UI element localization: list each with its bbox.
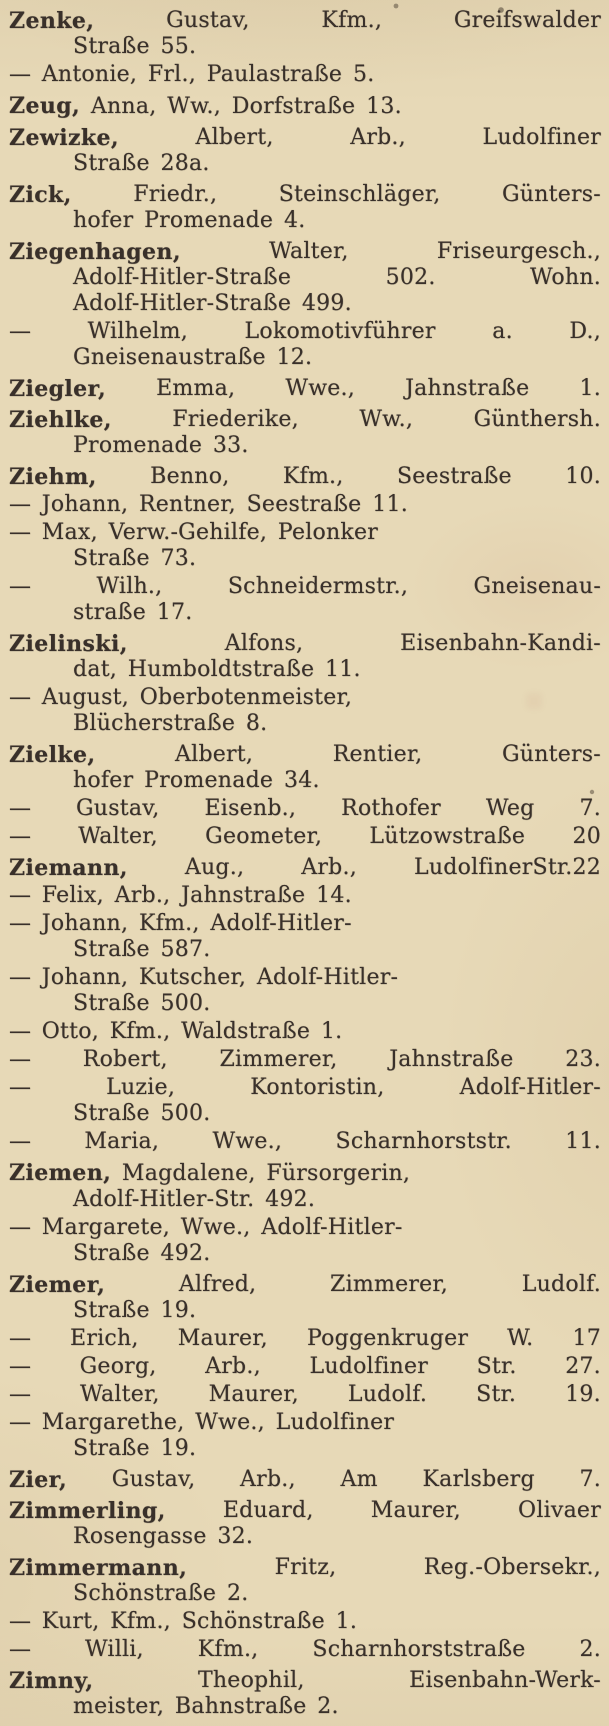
entry-line: Adolf-Hitler-Straße 499. (73, 291, 352, 316)
directory-entry (9, 62, 601, 88)
entry-line: Zimmerling, Eduard, Maurer, Olivaer (9, 1498, 601, 1524)
entry-line: Ziegler, Emma, Wwe., Jahnstraße 1. (9, 376, 601, 402)
entry-line: Adolf-Hitler-Str. 492. (73, 1187, 316, 1212)
entry-surname: Zier, (9, 1467, 68, 1493)
entry-dash-marker: — (9, 911, 31, 936)
entry-surname: Zick, (9, 182, 72, 208)
directory-entry (9, 1047, 601, 1073)
entry-line: Straße 55. (73, 34, 197, 59)
entry-line: Schönstraße 2. (73, 1581, 249, 1606)
entry-surname: Zielke, (9, 742, 96, 768)
entry-line: — Otto, Kfm., Waldstraße 1. (9, 1019, 343, 1044)
entry-line: — Erich, Maurer, Poggenkruger W. 17 (9, 1326, 601, 1351)
entry-line: Ziemann, Aug., Arb., LudolfinerStr.22 (9, 855, 601, 881)
entry-surname: Zenke, (9, 8, 95, 34)
directory-entry (9, 911, 601, 963)
entry-line: — Margarete, Wwe., Adolf-Hitler- (9, 1215, 403, 1240)
entry-line: Straße 500. (73, 1101, 211, 1126)
entry-dash-marker: — (9, 685, 31, 710)
directory-entry (9, 319, 601, 371)
directory-entry (9, 239, 601, 317)
directory-entry (9, 1019, 601, 1045)
ink-specks (0, 0, 2, 2)
entry-line: Straße 19. (73, 1298, 197, 1323)
entry-dash-marker: — (9, 1215, 31, 1240)
entry-line: Rosengasse 32. (73, 1524, 254, 1549)
directory-entry (9, 182, 601, 234)
entry-line: Zimny, Theophil, Eisenbahn-Werk- (9, 1668, 601, 1694)
entry-dash-marker: — (9, 1637, 31, 1662)
entry-line: Straße 587. (73, 937, 211, 962)
directory-entry (9, 520, 601, 572)
entry-line: Straße 492. (73, 1241, 211, 1266)
entry-dash-marker: — (9, 319, 31, 344)
entry-line: Ziegenhagen, Walter, Friseurgesch., (9, 239, 601, 265)
entry-line: — Felix, Arb., Jahnstraße 14. (9, 883, 352, 908)
entry-line: — Gustav, Eisenb., Rothofer Weg 7. (9, 796, 601, 821)
entry-surname: Ziemer, (9, 1272, 106, 1298)
entry-line: Straße 500. (73, 991, 211, 1016)
directory-entry (9, 742, 601, 794)
entry-line: — Wilh., Schneidermstr., Gneisenau- (9, 574, 601, 599)
entry-line: — Max, Verw.-Gehilfe, Pelonker (9, 520, 379, 545)
entry-dash-marker: — (9, 1609, 31, 1634)
entry-surname: Ziegenhagen, (9, 239, 181, 265)
entry-surname: Zeug, (9, 93, 81, 119)
directory-entries (9, 8, 601, 1720)
directory-entry (9, 855, 601, 881)
entry-dash-marker: — (9, 824, 31, 849)
entry-dash-marker: — (9, 1019, 31, 1044)
entry-line: — Georg, Arb., Ludolfiner Str. 27. (9, 1354, 601, 1379)
entry-line: Zewizke, Albert, Arb., Ludolfiner (9, 125, 601, 151)
entry-dash-marker: — (9, 492, 31, 517)
entry-line: — Luzie, Kontoristin, Adolf-Hitler- (9, 1075, 601, 1100)
entry-line: Blücherstraße 8. (73, 711, 268, 736)
entry-surname: Zimny, (9, 1668, 94, 1694)
directory-entry (9, 796, 601, 822)
entry-line: Adolf-Hitler-Straße 502. Wohn. (73, 265, 601, 290)
directory-entry (9, 883, 601, 909)
entry-dash-marker: — (9, 883, 31, 908)
directory-entry (9, 1354, 601, 1380)
entry-line: Ziehm, Benno, Kfm., Seestraße 10. (9, 464, 601, 490)
directory-entry (9, 965, 601, 1017)
entry-line: Promenade 33. (73, 433, 249, 458)
directory-entry (9, 1129, 601, 1155)
entry-line: Zenke, Gustav, Kfm., Greifswalder (9, 8, 601, 34)
directory-entry (9, 1272, 601, 1324)
directory-entry (9, 492, 601, 518)
entry-line: Ziemer, Alfred, Zimmerer, Ludolf. (9, 1272, 601, 1298)
entry-surname: Zielinski, (9, 631, 128, 657)
entry-line: hofer Promenade 4. (73, 208, 306, 233)
entry-dash-marker: — (9, 1382, 31, 1407)
entry-line: Gneisenaustraße 12. (73, 345, 313, 370)
directory-entry (9, 1637, 601, 1663)
entry-surname: Ziemann, (9, 855, 128, 881)
entry-line: Straße 73. (73, 546, 197, 571)
entry-surname: Zewizke, (9, 125, 119, 151)
directory-entry (9, 824, 601, 850)
entry-dash-marker: — (9, 1410, 31, 1435)
entry-line: — Walter, Maurer, Ludolf. Str. 19. (9, 1382, 601, 1407)
entry-line: — Wilhelm, Lokomotivführer a. D., (9, 319, 601, 344)
directory-entry (9, 1160, 601, 1213)
entry-line: meister, Bahnstraße 2. (73, 1694, 339, 1719)
entry-line: Zimmermann, Fritz, Reg.-Obersekr., (9, 1555, 601, 1581)
entry-surname: Ziehlke, (9, 407, 112, 433)
directory-entry (9, 631, 601, 683)
entry-dash-marker: — (9, 1326, 31, 1351)
entry-line: dat, Humboldtstraße 11. (73, 657, 361, 682)
directory-entry (9, 464, 601, 490)
entry-dash-marker: — (9, 1047, 31, 1072)
entry-line: — Walter, Geometer, Lützowstraße 20 (9, 824, 601, 849)
entry-surname: Ziemen, (9, 1160, 112, 1186)
entry-line: hofer Promenade 34. (73, 768, 320, 793)
directory-entry (9, 376, 601, 402)
entry-line: Ziemen, Magdalene, Fürsorgerin, (9, 1160, 411, 1186)
directory-entry (9, 1609, 601, 1635)
entry-dash-marker: — (9, 1129, 31, 1154)
entry-line: — Margarethe, Wwe., Ludolfiner (9, 1410, 395, 1435)
directory-entry (9, 1382, 601, 1408)
entry-line: Zeug, Anna, Ww., Dorfstraße 13. (9, 93, 402, 119)
entry-line: — August, Oberbotenmeister, (9, 685, 353, 710)
entry-dash-marker: — (9, 1354, 31, 1379)
entry-line: — Antonie, Frl., Paulastraße 5. (9, 62, 375, 87)
directory-entry (9, 8, 601, 60)
entry-line: — Kurt, Kfm., Schönstraße 1. (9, 1609, 358, 1634)
entry-dash-marker: — (9, 1075, 31, 1100)
entry-surname: Ziehm, (9, 464, 97, 490)
entry-line: Zielinski, Alfons, Eisenbahn-Kandi- (9, 631, 601, 657)
directory-entry (9, 1498, 601, 1550)
entry-line: — Johann, Kutscher, Adolf-Hitler- (9, 965, 399, 990)
directory-entry (9, 1555, 601, 1607)
entry-line: Zier, Gustav, Arb., Am Karlsberg 7. (9, 1467, 601, 1493)
directory-entry (9, 93, 601, 120)
directory-entry (9, 1326, 601, 1352)
entry-surname: Zimmerling, (9, 1498, 166, 1524)
entry-line: Zielke, Albert, Rentier, Günters- (9, 742, 601, 768)
entry-dash-marker: — (9, 574, 31, 599)
entry-line: Straße 19. (73, 1436, 197, 1461)
directory-entry (9, 1075, 601, 1127)
directory-entry (9, 125, 601, 177)
entry-line: — Maria, Wwe., Scharnhorststr. 11. (9, 1129, 601, 1154)
entry-line: straße 17. (73, 600, 193, 625)
directory-entry (9, 1410, 601, 1462)
directory-entry (9, 574, 601, 626)
entry-dash-marker: — (9, 965, 31, 990)
entry-dash-marker: — (9, 62, 31, 87)
directory-entry (9, 685, 601, 737)
entry-dash-marker: — (9, 520, 31, 545)
entry-line: — Willi, Kfm., Scharnhorststraße 2. (9, 1637, 601, 1662)
directory-entry (9, 1668, 601, 1720)
entry-surname: Zimmermann, (9, 1555, 188, 1581)
directory-entry (9, 1467, 601, 1493)
entry-line: — Johann, Rentner, Seestraße 11. (9, 492, 408, 517)
entry-line: Straße 28a. (73, 151, 210, 176)
entry-line: Zick, Friedr., Steinschläger, Günters- (9, 182, 601, 208)
entry-surname: Ziegler, (9, 376, 107, 402)
entry-line: — Johann, Kfm., Adolf-Hitler- (9, 911, 352, 936)
entry-line: — Robert, Zimmerer, Jahnstraße 23. (9, 1047, 601, 1072)
entry-line: Ziehlke, Friederike, Ww., Günthersh. (9, 407, 601, 433)
directory-entry (9, 407, 601, 459)
entry-dash-marker: — (9, 796, 31, 821)
directory-entry (9, 1215, 601, 1267)
